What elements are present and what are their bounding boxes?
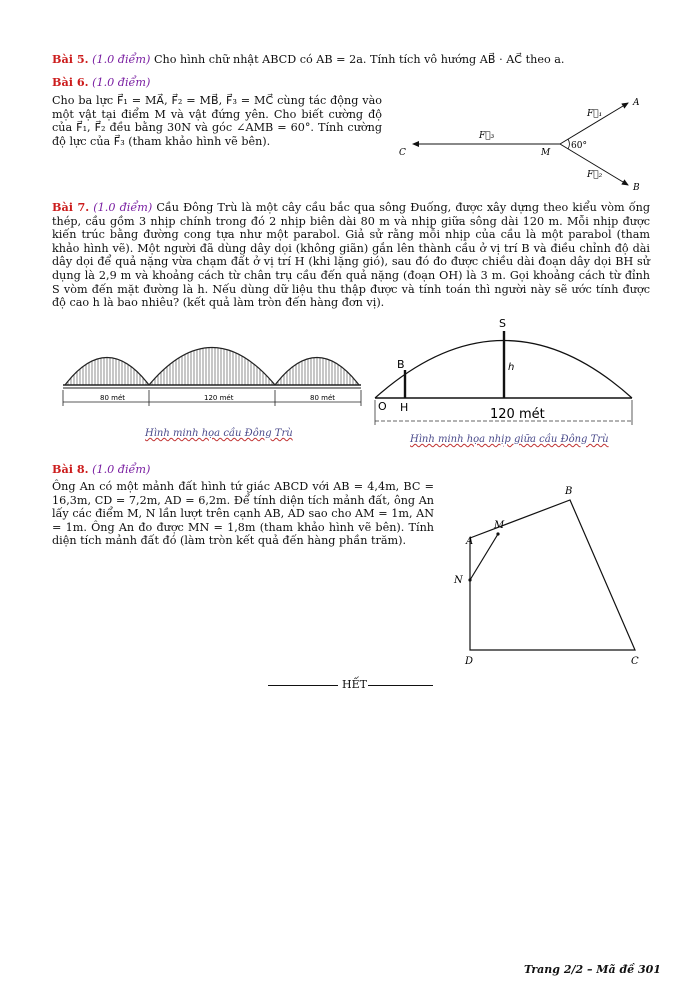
problem-7 [52,201,650,310]
end-divider-left [268,685,338,686]
force-diagram [395,92,655,197]
bridge-overview-figure [60,320,365,415]
bridge-hangers [68,348,356,386]
f2-label: F⃗₂ [587,170,603,180]
span2-label: 120 mét [204,394,234,402]
end-divider-right [368,685,433,686]
quadrilateral-figure [450,480,655,670]
problem-5-points: (1.0 điểm) [92,53,151,66]
middle-span-caption: Hình minh họa nhịp giữa cầu Đông Trù [410,434,609,445]
point-c-label: C [399,148,406,158]
problem-5 [52,53,652,67]
problem-6-text: Cho ba lực F⃗₁ = MA⃗, F⃗₂ = MB⃗, F⃗₃ = MC⃗ cùng tác động vào một vật tại điểm M và vật đứng yên. Cho biết cường độ của F⃗₁, F⃗₂ đều bằng 30N và góc ∠AMB = 60°. Tính cường độ lực của F⃗₃ (tham khảo hình vẽ bên). [52,94,382,148]
problem-8-heading [52,463,150,477]
problem-7-points: (1.0 điểm) [93,201,153,214]
bridge-overview-caption: Hình minh họa cầu Đông Trù [145,428,293,439]
label-h-height: h [508,362,515,373]
problem-7-label: Bài 7. [52,200,90,214]
f3-label: F⃗₃ [479,131,495,141]
page-footer: Trang 2/2 – Mã đề 301 [524,963,661,976]
problem-8-points: (1.0 điểm) [92,463,151,476]
end-text: HẾT [342,678,367,691]
problem-6-label: Bài 6. [52,75,89,89]
problem-8-text: Ông An có một mảnh đất hình tứ giác ABCD với AB = 4,4m, BC = 16,3m, CD = 7,2m, AD = 6,2m. Để tính diện tích mảnh đất, ông An lấy các điểm M, N lần lượt trên cạnh AB, AD sao cho AM = 1m, AN = 1m. Ông An đo được MN = 1,8m (tham khảo hình vẽ bên). Tính diện tích mảnh đất đó (làm tròn kết quả đến hàng phần trăm). [52,480,434,548]
problem-7-text: Cầu Đông Trù là một cây cầu bắc qua sông Đuống, được xây dựng theo kiểu vòm ống thép, cầu gồm 3 nhịp chính trong đó 2 nhịp biên dài 80 m và nhịp giữa sông dài 120 m. Mỗi nhịp được kiến trúc bằng đường cong tựa như một parabol. Giả sử rằng mỗi nhịp của cầu là một parabol (tham khảo hình vẽ). Một người đã dùng dây dọi (không giãn) gắn lên thành cầu ở vị trí B và điều chỉnh độ dài dây dọi để quả nặng vừa chạm đất ở vị trí H (khi lặng gió), sau đó đo được chiều dài đoạn dây dọi BH sử dụng là 2,9 m và khoảng cách từ chân trụ cầu đến quả nặng (đoạn OH) là 3 m. Gọi khoảng cách từ đỉnh S vòm đến mặt đường là h. Nếu dùng dữ liệu thu thập được và tính toán thì người này sẽ ước tính được độ cao h là bao nhiêu? (kết quả làm tròn đến hàng đơn vị). [52,201,651,310]
point-m-label: M [541,148,551,158]
f1-label: F⃗₁ [587,109,603,119]
problem-5-text: Cho hình chữ nhật ABCD có AB = 2a. Tính tích vô hướng AB⃗ · AC⃗ theo a. [153,53,565,66]
problem-6-heading [52,76,150,90]
segment-mn [470,534,498,580]
problem-5-label: Bài 5. [52,52,89,66]
label-120m: 120 mét [490,407,545,422]
span3-label: 80 mét [310,394,336,402]
angle-label: 60° [571,141,587,151]
problem-6-points: (1.0 điểm) [92,76,151,89]
point-m: M [494,520,505,531]
problem-8-label: Bài 8. [52,462,89,476]
vertex-a: A [466,536,474,547]
vertex-d: D [465,656,474,667]
vertex-b: B [565,486,573,497]
label-b: B [397,358,405,371]
point-a-label: A [633,98,640,108]
angle-arc [568,139,569,149]
label-h: H [400,401,409,414]
label-o: O [378,400,387,413]
label-s: S [499,317,506,330]
middle-span-figure [370,318,640,428]
point-n: N [454,575,463,586]
vertex-c: C [631,656,639,667]
point-b-label: B [633,183,640,193]
span1-label: 80 mét [100,394,126,402]
